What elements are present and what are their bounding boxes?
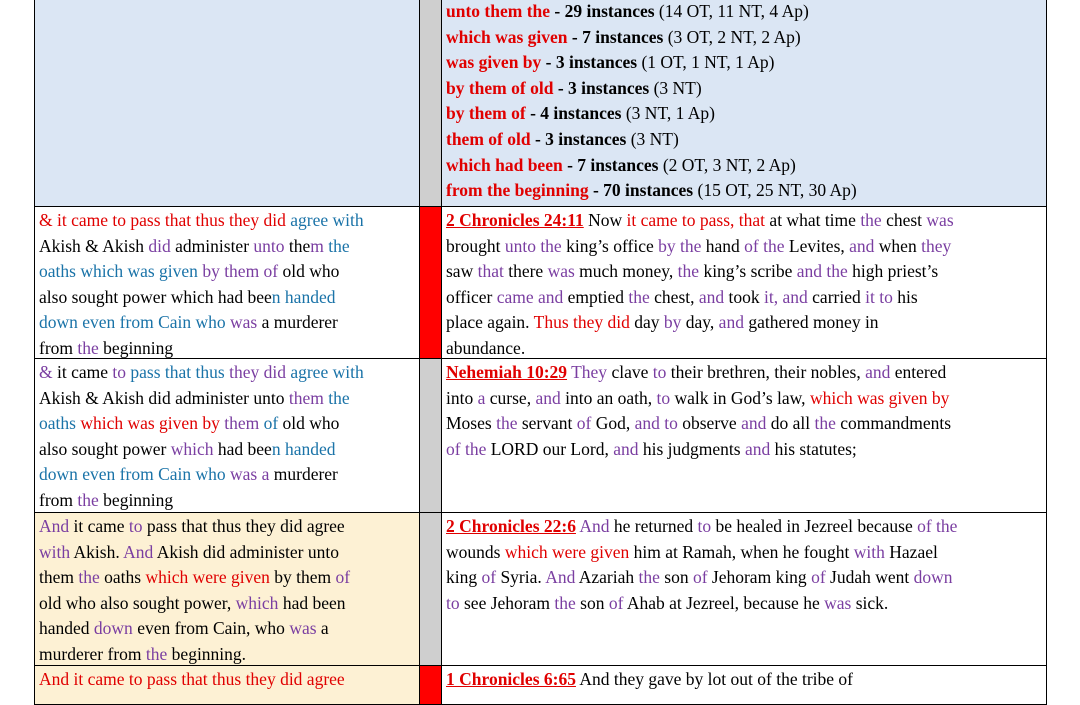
text-segment: his judgments	[638, 438, 745, 459]
phrase-stat-line	[446, 0, 1043, 25]
text-segment: curse,	[485, 387, 536, 408]
text-segment: into	[446, 387, 478, 408]
text-segment: the	[638, 567, 660, 588]
text-segment: and	[535, 387, 561, 408]
phrase-count: - 3 instances	[557, 77, 654, 98]
text-segment: servant	[517, 413, 577, 434]
text-segment: Akish did administer unto	[153, 541, 339, 562]
text-segment: and	[718, 312, 744, 333]
text-segment: the	[323, 235, 350, 256]
text-segment: old who also sought power,	[39, 592, 236, 613]
text-segment: beginning	[98, 489, 174, 510]
text-segment: place again.	[446, 312, 534, 333]
text-segment: clave	[607, 362, 653, 382]
text-segment: of the	[744, 235, 785, 256]
text-line	[446, 411, 1043, 437]
text-line	[446, 667, 1043, 693]
text-segment: the	[860, 210, 882, 230]
text-segment: the	[677, 261, 700, 282]
text-line	[446, 336, 1043, 359]
phrase-stat-line	[446, 127, 1043, 153]
text-segment: of	[481, 567, 497, 588]
text-line	[39, 208, 416, 234]
divider-gray	[420, 0, 441, 207]
text-segment: high priest’s	[847, 261, 939, 282]
phrase-count: - 3 instances	[545, 52, 642, 73]
text-segment: and	[613, 438, 639, 459]
text-segment: be healed in Jezreel because	[711, 516, 918, 536]
text-line	[39, 616, 416, 642]
text-segment: and	[744, 438, 771, 459]
verse-reference: 2 Chronicles 24:11	[446, 210, 584, 230]
text-segment: to	[656, 387, 671, 408]
text-segment: brought	[446, 235, 505, 256]
text-segment: And	[39, 516, 70, 536]
text-segment: saw	[446, 261, 478, 282]
phrase-stat-line	[446, 178, 1043, 204]
text-segment: them	[39, 567, 79, 588]
text-segment: unto	[253, 235, 285, 256]
text-segment: also sought power which had bee	[39, 286, 272, 307]
verse-reference: 2 Chronicles 22:6	[446, 516, 576, 536]
text-segment: and	[741, 413, 767, 434]
text-segment: it came	[69, 516, 129, 536]
text-segment: Moses	[446, 413, 497, 434]
comparison-table	[34, 0, 1047, 688]
phrase-stat-line	[446, 101, 1043, 127]
phrase-count: - 29 instances	[554, 1, 659, 21]
text-segment: even from Cain, who	[132, 618, 290, 639]
bible-verse-cell	[441, 512, 1047, 666]
phrase-stat-line	[446, 50, 1043, 76]
text-segment: and	[698, 286, 725, 307]
text-line	[39, 540, 416, 566]
text-segment: with	[853, 541, 885, 562]
phrase-count: - 3 instances	[534, 128, 631, 149]
text-segment: wounds	[446, 541, 505, 562]
text-segment: agree with	[290, 210, 364, 230]
text-segment: the	[496, 413, 518, 434]
text-line	[39, 386, 416, 412]
text-segment: his	[892, 286, 918, 307]
phrase-detail: (1 OT, 1 NT, 1 Ap)	[641, 52, 775, 73]
text-segment: which was given by	[809, 387, 950, 408]
text-segment: into an oath,	[560, 387, 657, 408]
phrase-detail: (3 NT)	[630, 128, 679, 149]
text-segment: &	[39, 362, 53, 382]
text-segment: And it came to pass that thus they did agree	[39, 669, 345, 689]
text-segment: the	[554, 592, 576, 613]
text-line	[39, 514, 416, 540]
bible-verse-cell	[441, 358, 1047, 513]
text-segment: pass that thus	[126, 362, 225, 382]
text-line	[446, 310, 1043, 336]
text-segment: see Jehoram	[459, 592, 555, 613]
phrase-count: - 4 instances	[530, 103, 626, 124]
text-segment: m	[310, 235, 324, 256]
book-text-cell	[34, 512, 420, 666]
text-segment: n handed	[271, 286, 336, 307]
text-segment: had bee	[213, 438, 272, 459]
text-segment: officer	[446, 286, 497, 307]
text-segment: sick.	[851, 592, 889, 613]
text-segment: pass that thus they did agree	[142, 516, 345, 536]
text-segment: abundance.	[446, 337, 526, 358]
text-segment: oaths	[99, 567, 146, 588]
text-segment: he returned	[609, 516, 698, 536]
text-segment: down	[913, 567, 953, 588]
phrase-text: them of old	[446, 128, 531, 149]
text-segment: Syria.	[496, 567, 546, 588]
text-line	[39, 642, 416, 666]
text-segment: it came to pass, that	[626, 210, 766, 230]
phrase-count: - 7 instances	[567, 154, 663, 175]
bible-verse-cell	[441, 206, 1047, 359]
text-line	[446, 285, 1043, 311]
text-segment: a	[316, 618, 329, 639]
text-segment: son	[659, 567, 693, 588]
phrase-detail: (3 NT, 1 Ap)	[625, 103, 715, 124]
phrase-count: - 70 instances	[592, 180, 698, 201]
text-segment: by the	[658, 235, 702, 256]
phrase-text: which was given	[446, 26, 568, 47]
text-segment: to	[652, 362, 667, 382]
phrase-stat-line	[446, 153, 1043, 179]
phrase-text: was given by	[446, 52, 542, 73]
text-segment: and to	[634, 413, 678, 434]
text-segment: did	[148, 235, 171, 256]
text-segment: son	[575, 592, 609, 613]
text-segment: the	[78, 567, 100, 588]
text-segment: by them	[269, 567, 336, 588]
phrase-text: from the beginning	[446, 180, 589, 201]
text-segment: they did	[224, 362, 286, 382]
text-segment: them	[219, 413, 260, 434]
text-segment: also sought power	[39, 438, 171, 459]
phrase-text: by them of old	[446, 77, 554, 98]
text-segment: which	[170, 438, 214, 459]
book-text-cell	[34, 206, 420, 359]
text-segment: day	[629, 312, 664, 333]
book-text-cell	[34, 358, 420, 513]
text-line	[39, 667, 416, 693]
text-line	[446, 540, 1043, 566]
text-line	[446, 234, 1043, 260]
text-segment: and	[865, 362, 891, 382]
text-segment: a	[477, 387, 486, 408]
divider-red	[420, 206, 441, 359]
text-line	[446, 591, 1043, 617]
text-segment: to	[128, 516, 143, 536]
text-segment: from	[39, 337, 78, 358]
text-segment: by	[663, 312, 682, 333]
text-line	[446, 565, 1043, 591]
text-segment: which were given	[504, 541, 630, 562]
text-segment: the	[628, 286, 650, 307]
text-segment: Akish & Akish	[39, 235, 149, 256]
text-line	[39, 437, 416, 463]
text-segment: And	[545, 567, 576, 588]
text-segment: to	[112, 362, 127, 382]
text-segment: them	[288, 387, 324, 408]
phrase-text: which had been	[446, 154, 563, 175]
text-segment: it to	[865, 286, 893, 307]
text-segment: Azariah	[575, 567, 639, 588]
phrase-detail: (15 OT, 25 NT, 30 Ap)	[697, 180, 857, 201]
text-segment: a murderer	[257, 312, 338, 333]
text-segment: of	[335, 567, 351, 588]
text-segment: beginning.	[167, 643, 247, 664]
text-segment: by them of	[202, 261, 279, 282]
text-segment: And they gave by lot out of the tribe of	[575, 669, 853, 689]
text-segment: oaths	[39, 413, 81, 434]
phrase-stat-line	[446, 76, 1043, 102]
text-segment: of	[692, 567, 708, 588]
phrase-detail: (3 NT)	[653, 77, 702, 98]
text-segment: it came	[52, 362, 113, 382]
text-line	[39, 285, 416, 311]
text-segment: at what time	[765, 210, 861, 230]
text-segment: day,	[681, 312, 719, 333]
text-segment: of	[576, 413, 592, 434]
text-segment: was	[926, 210, 954, 230]
text-line	[39, 591, 416, 617]
text-segment: the	[145, 643, 168, 664]
text-segment: unto the	[504, 235, 562, 256]
text-segment: chest	[881, 210, 927, 230]
divider-gray	[420, 512, 441, 666]
text-line	[446, 208, 1043, 234]
text-segment: to	[697, 516, 712, 536]
phrase-detail: (3 OT, 2 NT, 2 Ap)	[667, 26, 801, 47]
text-line	[446, 514, 1043, 540]
text-segment: took	[724, 286, 765, 307]
text-segment: Now	[583, 210, 627, 230]
text-segment: chest,	[649, 286, 699, 307]
text-segment: was	[289, 618, 317, 639]
text-segment: and	[849, 235, 875, 256]
text-segment: of	[811, 567, 826, 588]
text-segment: Judah went	[825, 567, 914, 588]
text-line	[39, 488, 416, 513]
text-segment: Ahab at Jezreel, because he	[623, 592, 825, 613]
text-line	[39, 565, 416, 591]
text-segment: that	[477, 261, 504, 282]
text-line	[39, 259, 416, 285]
text-segment: And	[575, 516, 610, 536]
text-segment: when	[874, 235, 922, 256]
text-segment: there	[503, 261, 548, 282]
text-segment: administer	[170, 235, 254, 256]
text-segment: his statutes;	[770, 438, 857, 459]
text-segment: down even from Cain who	[39, 464, 231, 485]
text-segment: was	[230, 312, 258, 333]
divider-gray	[420, 358, 441, 513]
text-segment: carried	[807, 286, 866, 307]
phrase-count: - 7 instances	[571, 26, 668, 47]
text-segment: Jehoram king	[707, 567, 812, 588]
text-segment: Hazael	[884, 541, 938, 562]
phrase-text: by them of	[446, 103, 526, 124]
text-segment: agree with	[285, 362, 364, 382]
text-segment: king	[446, 567, 482, 588]
text-line	[39, 411, 416, 437]
text-segment: God,	[591, 413, 635, 434]
text-segment: Akish & Akish did administer unto	[39, 387, 289, 408]
text-segment: & it came to pass that thus they did	[39, 210, 291, 230]
text-segment: was a	[230, 464, 270, 485]
text-segment: of the	[446, 438, 487, 459]
text-segment: and the	[796, 261, 848, 282]
text-line	[39, 336, 416, 359]
text-segment: gathered money in	[743, 312, 879, 333]
text-segment: of the	[917, 516, 958, 536]
text-segment: him at Ramah, when he fought	[629, 541, 854, 562]
phrase-stats-cell	[441, 0, 1047, 207]
phrase-detail: (14 OT, 11 NT, 4 Ap)	[658, 1, 809, 21]
text-line	[39, 310, 416, 336]
text-segment: entered	[890, 362, 947, 382]
text-segment: hand	[701, 235, 745, 256]
text-segment: And	[123, 541, 154, 562]
stats-left-cell	[34, 0, 420, 207]
text-segment: king’s scribe	[699, 261, 797, 282]
phrase-text: unto them the	[446, 1, 551, 21]
text-line	[39, 360, 416, 386]
text-segment: down	[93, 618, 133, 639]
text-line	[446, 437, 1043, 463]
text-line	[446, 360, 1043, 386]
text-segment: which was given by	[80, 413, 220, 434]
text-segment: Akish.	[70, 541, 124, 562]
text-segment: was	[824, 592, 852, 613]
text-segment: commandments	[835, 413, 952, 434]
text-segment: walk in God’s law,	[670, 387, 810, 408]
text-segment: handed	[39, 618, 94, 639]
text-segment: of	[608, 592, 624, 613]
bible-verse-cell	[441, 665, 1047, 705]
text-segment: had been	[278, 592, 346, 613]
text-segment: it, and	[764, 286, 808, 307]
text-segment: do all	[766, 413, 815, 434]
text-segment: their brethren, their nobles,	[666, 362, 866, 382]
text-segment: Thus they did	[533, 312, 630, 333]
text-segment: the	[77, 489, 99, 510]
book-text-cell	[34, 665, 420, 705]
text-segment: which	[235, 592, 279, 613]
text-segment: LORD our Lord,	[486, 438, 614, 459]
text-segment: the	[323, 387, 350, 408]
text-segment: much money,	[574, 261, 678, 282]
phrase-stat-line	[446, 25, 1043, 51]
text-segment: Levites,	[784, 235, 850, 256]
text-segment: the	[77, 337, 99, 358]
text-segment: observe	[677, 413, 742, 434]
text-segment: murderer	[269, 464, 338, 485]
text-line	[446, 259, 1043, 285]
text-segment: the	[284, 235, 311, 256]
text-segment: to	[446, 592, 460, 613]
text-segment: was	[547, 261, 575, 282]
text-segment: oaths which was given	[39, 261, 203, 282]
text-segment: which were given	[145, 567, 270, 588]
text-line	[446, 386, 1043, 412]
text-segment: old who	[278, 413, 340, 434]
phrase-detail: (2 OT, 3 NT, 2 Ap)	[662, 154, 796, 175]
text-segment: the	[814, 413, 836, 434]
verse-reference: 1 Chronicles 6:65	[446, 669, 576, 689]
text-segment: murderer from	[39, 643, 146, 664]
text-segment: beginning	[98, 337, 174, 358]
text-line	[39, 462, 416, 488]
text-segment: emptied	[563, 286, 629, 307]
text-segment: of	[259, 413, 279, 434]
text-segment: They	[567, 362, 608, 382]
divider-red	[420, 665, 441, 705]
text-segment: king’s office	[561, 235, 659, 256]
text-segment: came and	[496, 286, 564, 307]
text-line	[39, 234, 416, 260]
text-segment: they	[921, 235, 952, 256]
text-segment: old who	[278, 261, 340, 282]
text-segment: with	[39, 541, 71, 562]
text-segment: down even from Cain who	[39, 312, 231, 333]
text-segment: n handed	[271, 438, 336, 459]
text-segment: from	[39, 489, 78, 510]
verse-reference: Nehemiah 10:29	[446, 362, 568, 382]
